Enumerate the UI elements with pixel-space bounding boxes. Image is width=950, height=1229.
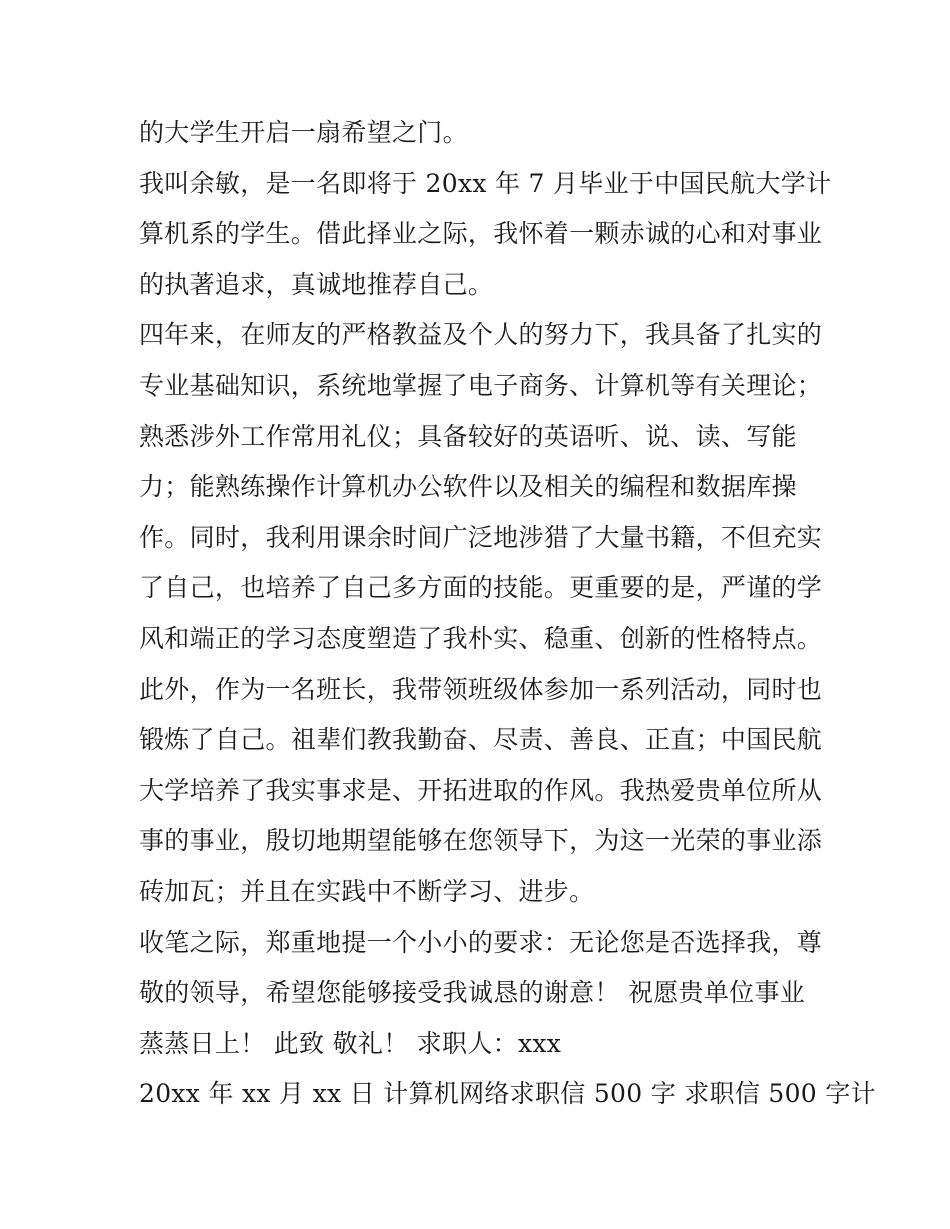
text-line: 风和端正的学习态度塑造了我朴实、稳重、创新的性格特点。 [139, 623, 823, 653]
text-line: 事的事业，殷切地期望能够在您领导下，为这一光荣的事业添 [139, 826, 823, 856]
text-line: 大学培养了我实事求是、开拓进取的作风。我热爱贵单位所从 [139, 775, 823, 805]
text-line: 算机系的学生。借此择业之际，我怀着一颗赤诚的心和对事业 [139, 219, 823, 249]
text-line: 蒸蒸日上！ 此致 敬礼！ 求职人：xxx [139, 1028, 562, 1058]
text-line: 的执著追求，真诚地推荐自己。 [139, 269, 494, 299]
text-line: 力；能熟练操作计算机办公软件以及相关的编程和数据库操 [139, 472, 797, 502]
text-line: 收笔之际，郑重地提一个小小的要求：无论您是否选择我，尊 [139, 927, 823, 957]
letter-body [139, 108, 876, 1120]
text-line: 20xx 年 xx 月 xx 日 计算机网络求职信 500 字 求职信 500 字计 [139, 1079, 876, 1109]
text-line: 专业基础知识，系统地掌握了电子商务、计算机等有关理论； [139, 370, 823, 400]
text-line: 砖加瓦；并且在实践中不断学习、进步。 [139, 876, 595, 906]
text-line: 此外，作为一名班长，我带领班级体参加一系列活动，同时也 [139, 674, 823, 704]
text-line: 的大学生开启一扇希望之门。 [139, 118, 468, 147]
text-line: 锻炼了自己。祖辈们教我勤奋、尽责、善良、正直；中国民航 [139, 725, 823, 755]
text-line: 作。同时，我利用课余时间广泛地涉猎了大量书籍，不但充实 [139, 522, 823, 552]
text-line: 了自己，也培养了自己多方面的技能。更重要的是，严谨的学 [139, 573, 823, 603]
text-line: 敬的领导，希望您能够接受我诚恳的谢意！ 祝愿贵单位事业 [139, 978, 806, 1008]
text-line: 熟悉涉外工作常用礼仪；具备较好的英语听、说、读、写能 [139, 421, 797, 451]
text-line: 我叫余敏，是一名即将于 20xx 年 7 月毕业于中国民航大学计 [139, 168, 832, 198]
text-line: 四年来，在师友的严格教益及个人的努力下，我具备了扎实的 [139, 320, 823, 350]
